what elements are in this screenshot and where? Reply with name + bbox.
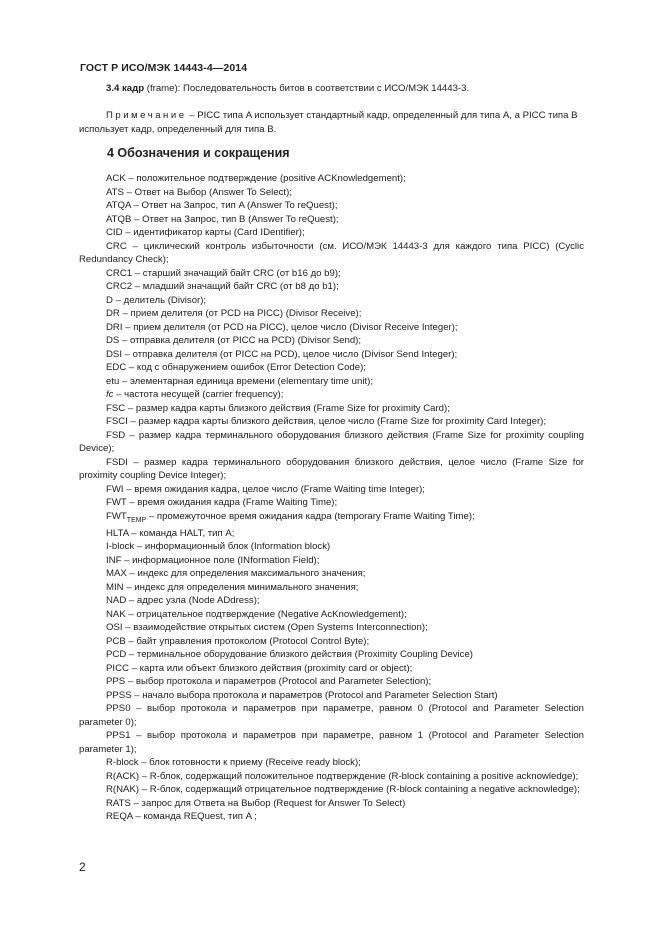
abbreviation-item: PPS0 – выбор протокола и параметров при параметре, равном 0 (Protocol and Parameter Selection parameter 0); xyxy=(79,703,584,728)
abbreviation-item: CRC2 – младший значащий байт CRC (от b8 до b1); xyxy=(106,281,339,292)
abbreviation-item: PICC – карта или объект близкого действия (proximity card or object); xyxy=(106,662,413,674)
note-label: Примечание xyxy=(106,110,187,121)
abbreviation-item: DS – отправка делителя (от PICC на PCD) (Divisor Send); xyxy=(106,335,362,346)
abbreviation-item: NAD – адрес узла (Node ADdress); xyxy=(106,595,260,607)
abbreviation-item: RATS – запрос для Ответа на Выбор (Request for Answer To Select) xyxy=(106,797,406,809)
abbreviation-item: R(NAK) – R-блок, содержащий отрицательное подтверждение (R-block containing a negative acknowledge); xyxy=(106,784,580,796)
abbreviation-item: PPS1 – выбор протокола и параметров при параметре, равном 1 (Protocol and Parameter Selection parameter 1); xyxy=(79,730,584,755)
abbreviation-item: FWT – время ожидания кадра (Frame Waiting Time); xyxy=(106,497,338,508)
section-title: 4 Обозначения и сокращения xyxy=(107,146,290,160)
abbreviation-item: MIN – индекс для определения минимального значения; xyxy=(106,581,359,593)
abbreviation-item: I-block – информационный блок (Information block) xyxy=(106,541,331,553)
page-number: 2 xyxy=(79,860,86,874)
abbreviation-item: DRI – прием делителя (от PCD на PICC), целое число (Divisor Receive Integer); xyxy=(106,321,458,333)
abbreviation-item: FWI – время ожидания кадра, целое число (Frame Waiting time Integer); xyxy=(106,483,425,495)
note-text: – PICC типа A использует стандартный кадр, определенный для типа A, а PICC типа B использует кадр, определенный для типа B. xyxy=(79,110,578,135)
definition-paragraph xyxy=(79,82,584,96)
abbreviation-item: etu – элементарная единица времени (elementary time unit); xyxy=(106,375,373,387)
abbreviation-item: FSCI – размер кадра карты близкого действия, целое число (Frame Size for proximity Card Integer); xyxy=(106,416,547,427)
abbreviation-item: OSI – взаимодействие открытых систем (Open Systems Interconnection); xyxy=(106,622,428,634)
abbreviation-item: PPSS – начало выбора протокола и параметров (Protocol and Parameter Selection Start) xyxy=(106,689,498,701)
abbreviation-item: FSDI – размер кадра терминального оборудования близкого действия, целое число (Frame Size for proximity coupling Device Integer); xyxy=(79,456,584,481)
abbreviation-item: INF – информационное поле (INformation Field); xyxy=(106,554,320,566)
abbreviation-item: CID – идентификатор карты (Card IDentifier); xyxy=(106,227,305,238)
abbreviation-item: DR – прием делителя (от PCD на PICC) (Divisor Receive); xyxy=(106,308,362,319)
abbreviation-item: ATQA – Ответ на Запрос, тип A (Answer To reQuest); xyxy=(106,200,338,211)
abbreviation-item: EDC – код с обнаружением ошибок (Error Detection Code); xyxy=(106,362,366,373)
abbreviation-item: REQA – команда REQuest, тип A ; xyxy=(106,811,257,823)
abbreviation-item: NAK – отрицательное подтверждение (Negative AcKnowledgement); xyxy=(106,608,407,620)
abbreviation-item: DSI – отправка делителя (от PICC на PCD), целое число (Divisor Send Integer); xyxy=(106,348,458,360)
abbreviation-item: PPS – выбор протокола и параметров (Protocol and Parameter Selection); xyxy=(106,676,432,688)
abbreviation-item: ATS – Ответ на Выбор (Answer To Select); xyxy=(106,186,292,198)
abbreviation-item: ACK – положительное подтверждение (positive ACKnowledgement); xyxy=(106,173,406,184)
abbreviation-item: FSC – размер кадра карты близкого действия (Frame Size for proximity Card); xyxy=(106,402,450,414)
abbreviation-item: FSD – размер кадра терминального оборудования близкого действия (Frame Size for proximity coupling Device); xyxy=(79,429,584,454)
abbreviation-item: $FWT_{TEMP}$ – промежуточное время ожидания кадра (temporary Frame Waiting Time); xyxy=(106,510,475,524)
abbreviation-item: ATQB – Ответ на Запрос, тип B (Answer To reQuest); xyxy=(106,213,339,225)
definition-term: 3.4 кадр xyxy=(106,83,145,94)
document-header: ГОСТ Р ИСО/МЭК 14443-4—2014 xyxy=(80,62,248,74)
definition-text: (frame): Последовательность битов в соответствии с ИСО/МЭК 14443-3. xyxy=(144,83,470,94)
abbreviation-item: CRC1 – старший значащий байт CRC (от b16 до b9); xyxy=(106,267,341,279)
abbreviation-item: HLTA – команда HALT, тип A; xyxy=(106,527,235,539)
note-paragraph xyxy=(79,109,584,136)
abbreviation-item: fc – частота несущей (carrier frequency); xyxy=(106,389,284,400)
abbreviation-list xyxy=(79,172,584,824)
abbreviation-item: R-block – блок готовности к приему (Receive ready block); xyxy=(106,757,361,769)
abbreviation-item: CRC – циклический контроль избыточности (см. ИСО/МЭК 14443-3 для каждого типа PICC) (Cyclic Redundancy Check); xyxy=(79,240,584,265)
abbreviation-item: PCB – байт управления протоколом (Protocol Control Byte); xyxy=(106,635,370,647)
abbreviation-item: MAX – индекс для определения максимального значения; xyxy=(106,568,366,580)
abbreviation-item: D – делитель (Divisor); xyxy=(106,294,207,306)
abbreviation-item: R(ACK) – R-блок, содержащий положительное подтверждение (R-block containing a positive acknowledge); xyxy=(106,770,579,782)
abbreviation-item: PCD – терминальное оборудование близкого действия (Proximity Coupling Device) xyxy=(106,649,473,661)
